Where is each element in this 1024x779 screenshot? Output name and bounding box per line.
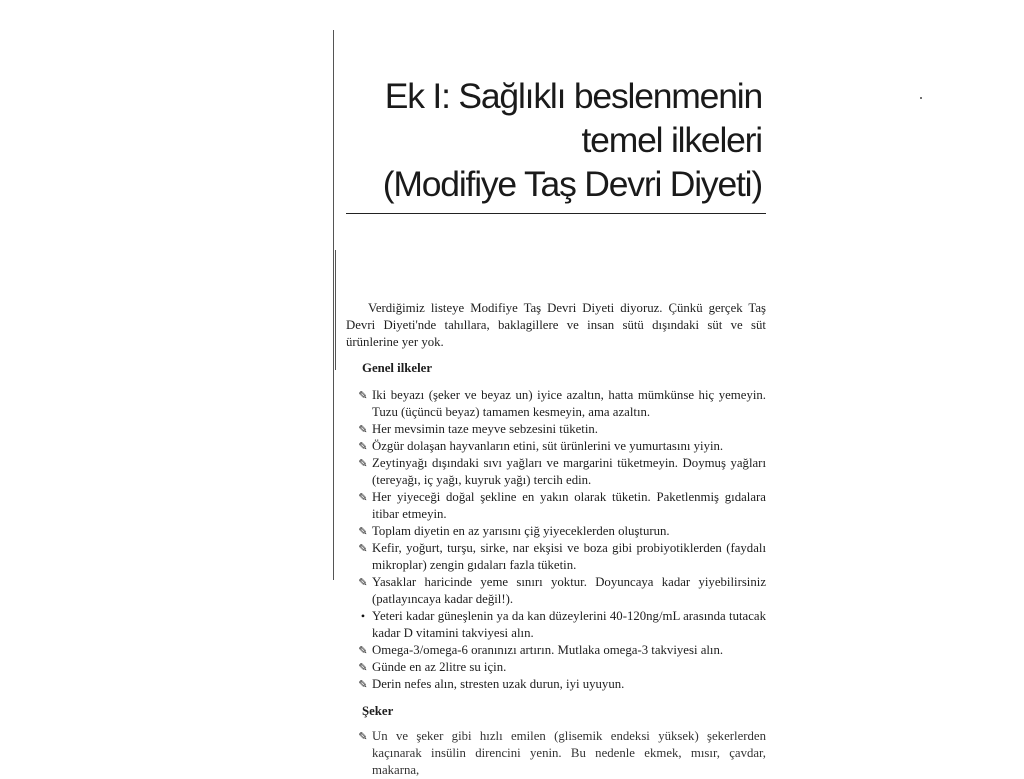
list-item [358,659,766,676]
list-item [358,574,766,608]
handwritten-mark-icon: ✎ [358,576,368,589]
bullet-icon: • [360,609,366,623]
list-item-text: Yeteri kadar güneşlenin ya da kan düzeylerini 40-120ng/mL arasında tutacak kadar D vitamini takviyesi alın. [372,609,766,640]
list-item [358,540,766,574]
list-item-text: Günde en az 2litre su için. [372,660,507,674]
list-item-text: Her yiyeceği doğal şekline en yakın olarak tüketin. Paketlenmiş gıdalara itibar etmeyin. [372,490,766,521]
title-rule [346,213,766,214]
list-item-text: Özgür dolaşan hayvanların etini, süt ürünlerini ve yumurtasını yiyin. [372,439,724,453]
section-heading-sugar: Şeker [362,704,394,718]
handwritten-mark-icon: ✎ [358,423,368,436]
handwritten-mark-icon: ✎ [358,525,368,538]
title-line-2: temel ilkeleri [581,120,762,160]
list-item [358,421,766,438]
handwritten-mark-icon: ✎ [358,542,368,555]
handwritten-mark-icon: ✎ [358,644,368,657]
handwritten-mark-icon: ✎ [358,440,368,453]
list-item [358,676,766,693]
handwritten-mark-icon: ✎ [358,457,368,470]
speck [920,97,922,99]
margin-line-secondary [335,250,336,370]
list-item [358,642,766,659]
handwritten-mark-icon: ✎ [358,730,368,743]
list-item [358,489,766,523]
handwritten-mark-icon: ✎ [358,389,368,402]
handwritten-mark-icon: ✎ [358,491,368,504]
title-line-3: (Modifiye Taş Devri Diyeti) [382,164,762,204]
list-item [358,387,766,421]
list-item-text: Zeytinyağı dışındaki sıvı yağları ve margarini tüketmeyin. Doymuş yağları (tereyağı, iç yağı, kuyruk yağı) tercih edin. [372,456,766,487]
list-item-text: Omega-3/omega-6 oranınızı artırın. Mutlaka omega-3 takviyesi alın. [372,643,724,657]
body-text [346,300,766,779]
list-item-text: Yasaklar haricinde yeme sınırı yoktur. Doyuncaya kadar yiyebilirsiniz (patlayıncaya kadar değil!). [372,575,766,606]
list-item-text: Toplam diyetin en az yarısını çiğ yiyeceklerden oluşturun. [372,524,670,538]
handwritten-mark-icon: ✎ [358,661,368,674]
list-item [358,523,766,540]
intro-paragraph: Verdiğimiz listeye Modifiye Taş Devri Diyeti diyoruz. Çünkü gerçek Taş Devri Diyeti'nde tahıllara, baklagillere ve insan sütü dışındaki süt ve süt ürünlerine yer yok. [346,301,766,349]
list-item [358,438,766,455]
list-item [358,455,766,489]
handwritten-mark-icon: ✎ [358,678,368,691]
list-item [360,608,766,642]
list-item [358,728,766,779]
sugar-list [346,728,766,779]
list-item-text: Iki beyazı (şeker ve beyaz un) iyice azaltın, hatta mümkünse hiç yemeyin. Tuzu (üçüncü beyaz) tamamen kesmeyin, ama azaltın. [372,388,766,419]
list-item-text: Kefir, yoğurt, turşu, sirke, nar ekşisi ve boza gibi probiyotiklerden (faydalı mikroplar) zengin gıdaları fazla tüketin. [372,541,766,572]
title-line-1: Ek I: Sağlıklı beslenmenin [384,76,762,116]
chapter-title [302,74,762,206]
list-item-text: Un ve şeker gibi hızlı emilen (glisemik endeksi yüksek) şekerlerden kaçınarak insülin direncini yenin. Bu nedenle ekmek, mısır, çavdar, makarna, [372,729,766,777]
list-item-text: Derin nefes alın, stresten uzak durun, iyi uyuyun. [372,677,625,691]
principles-list [346,387,766,693]
section-heading-general: Genel ilkeler [362,361,433,375]
list-item-text: Her mevsimin taze meyve sebzesini tüketin. [372,422,599,436]
